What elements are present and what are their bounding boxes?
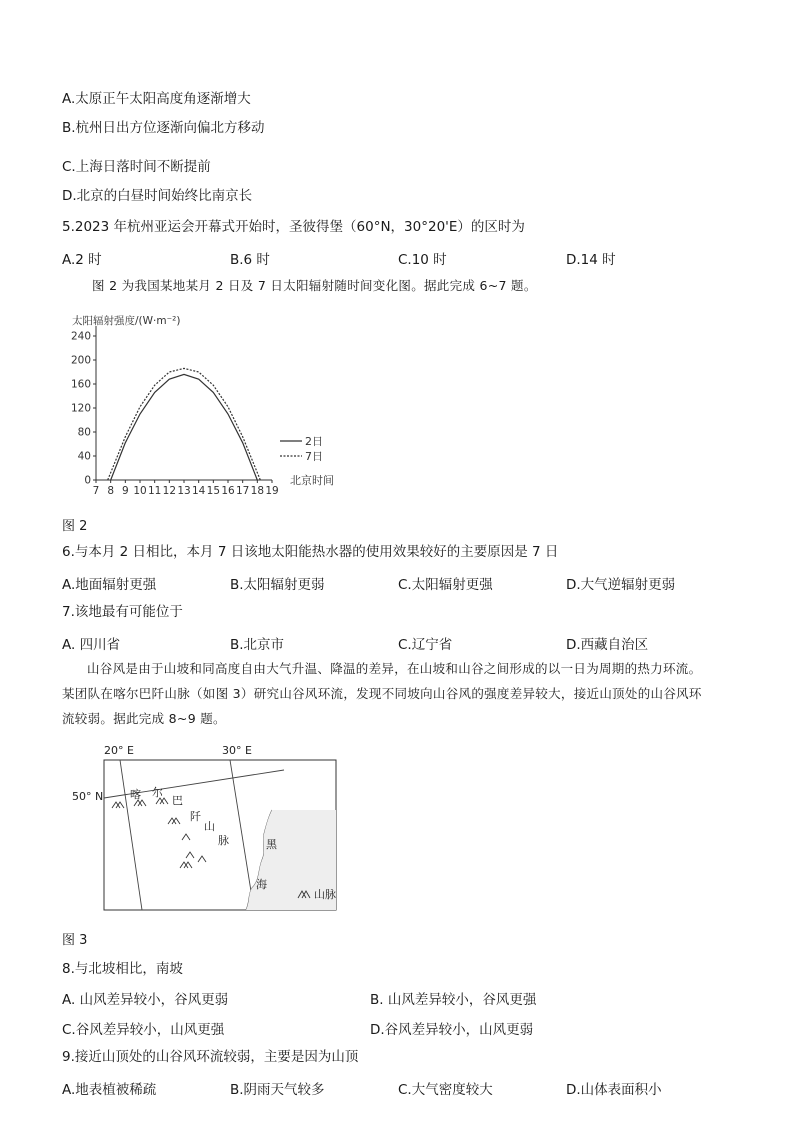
q7-option-d: D.西藏自治区 bbox=[566, 637, 649, 653]
series-line-1 bbox=[111, 374, 258, 480]
q5-stem: 5.2023 年杭州亚运会开幕式开始时，圣彼得堡（60°N，30°20'E）的区时为 bbox=[62, 219, 525, 235]
sea-char-2: 海 bbox=[256, 878, 267, 891]
q8-option-d: D.谷风差异较小，山风更弱 bbox=[370, 1022, 534, 1038]
x-tick-label: 19 bbox=[265, 485, 279, 497]
q7-option-b: B.北京市 bbox=[230, 637, 285, 653]
q9-option-d: D.山体表面积小 bbox=[566, 1082, 662, 1098]
q6-option-b: B.太阳辐射更弱 bbox=[230, 577, 325, 593]
q4-option-b: B.杭州日出方位逐渐向偏北方移动 bbox=[62, 120, 265, 136]
q4-option-d: D.北京的白昼时间始终比南京长 bbox=[62, 188, 253, 204]
x-tick-label: 18 bbox=[250, 485, 265, 497]
y-tick-label: 0 bbox=[84, 474, 91, 487]
q5-option-c: C.10 时 bbox=[398, 252, 447, 268]
intro-8-9: 山谷风是由于山坡和同高度自由大气升温、降温的差异，在山坡和山谷之间形成的以一日为周期的热力环流。某团队在喀尔巴阡山脉（如图 3）研究山谷风环流，发现不同坡向山谷风的强度差异较大，接近山顶处的山谷风环流较弱。据此完成 8~9 题。 bbox=[62, 661, 702, 726]
x-tick-label: 17 bbox=[235, 485, 250, 497]
q9-option-c: C.大气密度较大 bbox=[398, 1082, 493, 1098]
q5-option-d: D.14 时 bbox=[566, 252, 616, 268]
x-tick-label: 16 bbox=[221, 485, 235, 497]
x-tick-label: 10 bbox=[133, 485, 147, 497]
x-tick-label: 15 bbox=[206, 485, 221, 497]
lat-label: 50° N bbox=[72, 790, 104, 803]
x-tick-label: 7 bbox=[92, 485, 100, 497]
y-tick-label: 80 bbox=[77, 426, 91, 439]
q7-option-c: C.辽宁省 bbox=[398, 637, 453, 653]
sea-char-1: 黑 bbox=[266, 838, 277, 851]
x-tick-label: 11 bbox=[147, 485, 162, 497]
figure3-map bbox=[62, 742, 352, 914]
mountain-char-2: 尔 bbox=[152, 786, 163, 799]
lon-label-left: 20° E bbox=[104, 744, 134, 757]
q8-option-c: C.谷风差异较小，山风更强 bbox=[62, 1022, 225, 1038]
mountain-symbol bbox=[182, 834, 190, 840]
figure2-chart bbox=[62, 306, 352, 498]
figure2-label: 图 2 bbox=[62, 519, 88, 534]
mountain-symbol bbox=[198, 856, 206, 862]
mountain-char-5: 山 bbox=[204, 820, 215, 833]
x-tick-label: 12 bbox=[162, 485, 177, 497]
mountain-char-3: 巴 bbox=[172, 794, 183, 807]
q8-stem: 8.与北坡相比，南坡 bbox=[62, 961, 183, 977]
mountain-symbol bbox=[180, 862, 192, 868]
chart-xlabel: 北京时间 bbox=[290, 474, 334, 487]
q4-option-a: A.太原正午太阳高度角逐渐增大 bbox=[62, 91, 251, 107]
q6-option-c: C.太阳辐射更强 bbox=[398, 577, 493, 593]
chart-ylabel: 太阳辐射强度/(W·m⁻²) bbox=[72, 315, 181, 327]
mountain-symbol bbox=[168, 818, 180, 824]
mountain-symbol bbox=[112, 802, 124, 808]
meridian-30e bbox=[230, 760, 254, 910]
mountain-char-6: 脉 bbox=[218, 834, 229, 847]
lon-label-right: 30° E bbox=[222, 744, 252, 757]
q8-option-a: A. 山风差异较小，谷风更弱 bbox=[62, 992, 229, 1008]
q6-option-a: A.地面辐射更强 bbox=[62, 577, 157, 593]
q6-option-d: D.大气逆辐射更弱 bbox=[566, 577, 676, 593]
intro-6-7: 图 2 为我国某地某月 2 日及 7 日太阳辐射随时间变化图。据此完成 6~7 题。 bbox=[92, 278, 537, 293]
q4-option-c: C.上海日落时间不断提前 bbox=[62, 159, 211, 175]
q6-stem: 6.与本月 2 日相比，本月 7 日该地太阳能热水器的使用效果较好的主要原因是 7 日 bbox=[62, 544, 559, 560]
y-tick-label: 40 bbox=[77, 450, 91, 463]
x-tick-label: 9 bbox=[121, 485, 129, 497]
legend-label-2: 2日 bbox=[305, 435, 323, 448]
q7-stem: 7.该地最有可能位于 bbox=[62, 604, 183, 620]
y-tick-label: 120 bbox=[70, 402, 91, 415]
x-tick-label: 13 bbox=[177, 485, 191, 497]
q5-option-a: A.2 时 bbox=[62, 252, 102, 268]
x-tick-label: 14 bbox=[191, 485, 206, 497]
q7-option-a: A. 四川省 bbox=[62, 637, 121, 653]
legend-mountain-label: 山脉 bbox=[314, 888, 336, 901]
q9-option-a: A.地表植被稀疏 bbox=[62, 1082, 157, 1098]
figure3-label: 图 3 bbox=[62, 933, 88, 948]
q8-option-b: B. 山风差异较小，谷风更强 bbox=[370, 992, 537, 1008]
q9-stem: 9.接近山顶处的山谷风环流较弱，主要是因为山顶 bbox=[62, 1049, 359, 1065]
mountain-char-4: 阡 bbox=[190, 810, 201, 823]
y-tick-label: 240 bbox=[70, 330, 91, 343]
y-tick-label: 200 bbox=[70, 354, 91, 367]
y-tick-label: 160 bbox=[70, 378, 91, 391]
q9-option-b: B.阴雨天气较多 bbox=[230, 1082, 325, 1098]
meridian-20e bbox=[120, 760, 142, 910]
mountain-symbol bbox=[186, 852, 194, 858]
series-line-2 bbox=[108, 368, 261, 480]
mountain-char-1: 喀 bbox=[130, 788, 141, 801]
legend-label-7: 7日 bbox=[305, 450, 323, 463]
q5-option-b: B.6 时 bbox=[230, 252, 270, 268]
x-tick-label: 8 bbox=[107, 485, 115, 497]
